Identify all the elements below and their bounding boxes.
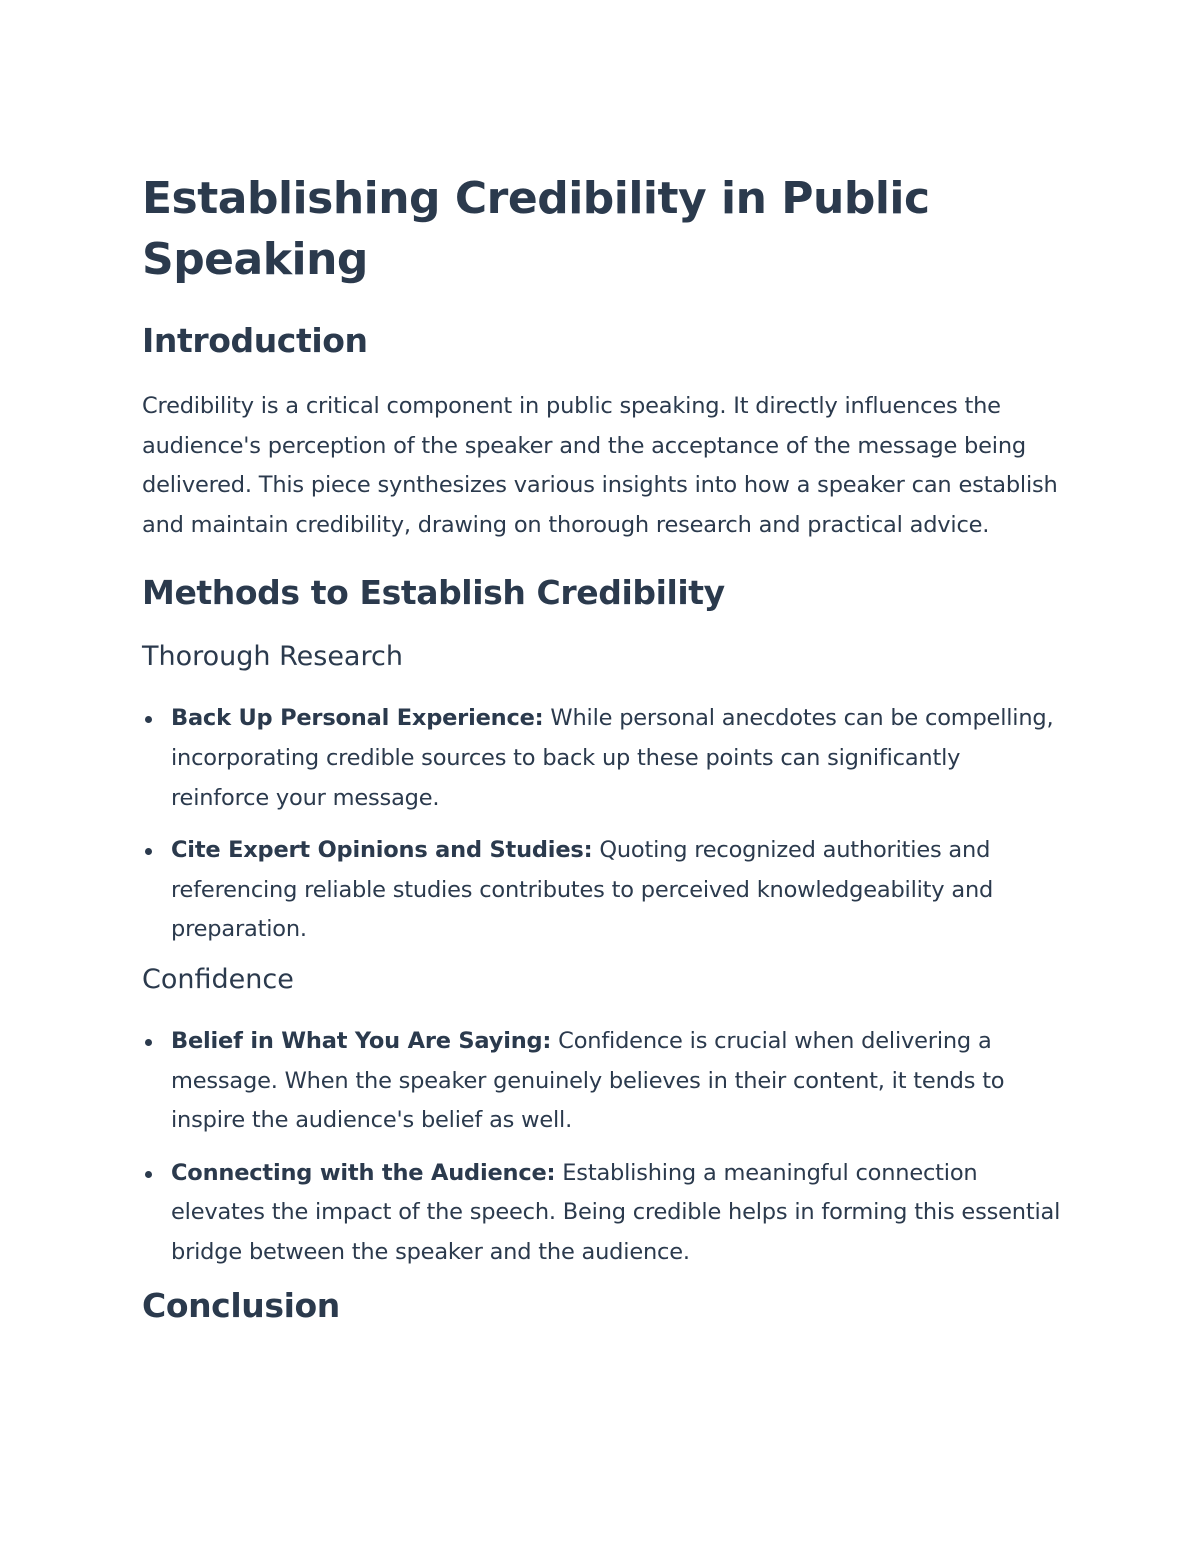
confidence-heading: Confidence xyxy=(142,963,294,995)
list-item xyxy=(142,1022,1062,1141)
bullet-icon xyxy=(145,1039,152,1046)
introduction-heading: Introduction xyxy=(142,321,368,360)
list-item xyxy=(142,831,1062,950)
introduction-paragraph: Credibility is a critical component in public speaking. It directly influences the audience's perception of the speaker and the acceptance of the message being delivered. This piece synthesizes various insights into how a speaker can establish and maintain credibility, drawing on thorough research and practical advice. xyxy=(142,393,1058,538)
methods-heading: Methods to Establish Credibility xyxy=(142,573,725,613)
confidence-list xyxy=(142,1022,1062,1273)
list-item-term: Belief in What You Are Saying: xyxy=(171,1027,552,1054)
bullet-icon xyxy=(145,848,152,855)
bullet-icon xyxy=(145,716,152,723)
bullet-icon xyxy=(145,1171,152,1178)
conclusion-heading: Conclusion xyxy=(142,1285,340,1325)
list-item xyxy=(142,699,1062,818)
list-item-term: Back Up Personal Experience: xyxy=(171,705,544,732)
document-title: Establishing Credibility in Public Speaking xyxy=(142,173,930,285)
list-item-term: Connecting with the Audience: xyxy=(171,1159,556,1186)
research-heading: Thorough Research xyxy=(142,641,403,673)
research-list xyxy=(142,699,1062,950)
document-page xyxy=(142,168,1062,1326)
list-item-text: Quoting recognized authorities and referencing reliable studies contributes to perceived knowledgeability and preparation. xyxy=(171,837,994,943)
list-item xyxy=(142,1154,1062,1273)
list-item-text: While personal anecdotes can be compelling, incorporating credible sources to back up these points can significantly reinforce your message. xyxy=(171,705,1054,811)
list-item-text: Confidence is crucial when delivering a message. When the speaker genuinely believes in their content, it tends to inspire the audience's belief as well. xyxy=(171,1027,1005,1134)
list-item-text: Establishing a meaningful connection elevates the impact of the speech. Being credible helps in forming this essential bridge between the speaker and the audience. xyxy=(171,1159,1061,1265)
list-item-term: Cite Expert Opinions and Studies: xyxy=(171,837,593,864)
